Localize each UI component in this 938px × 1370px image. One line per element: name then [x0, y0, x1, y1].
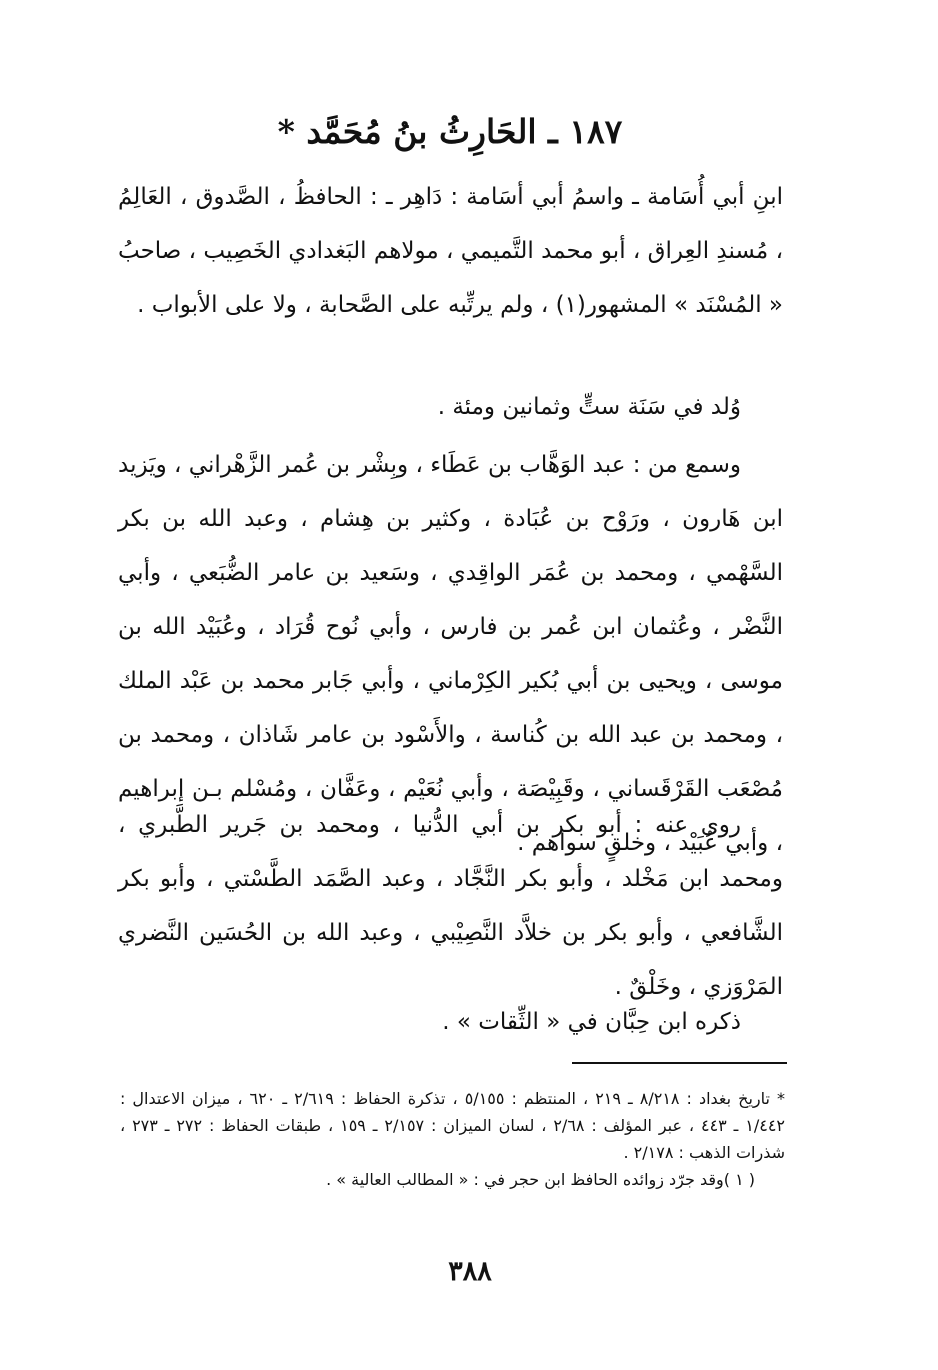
footnote-sources: * تاريخ بغداد : ٨/٢١٨ ـ ٢١٩ ، المنتظم : ٥/١٥٥ ، تذكرة الحفاظ : ٢/٦١٩ ـ ٦٢٠ ، ميزان الاعتدال : ١/٤٤٢ ـ ٤٤٣ ، عبر المؤلف : ٢/٦٨ ، لسان الميزان : ٢/١٥٧ ـ ١٥٩ ، طبقات الحفاظ : ٢٧٢ ـ ٢٧٣ ، شذرات الذهب : ٢/١٧٨ .: [120, 1089, 786, 1162]
paragraph-birth: وُلد في سَنَة ستٍّ وثمانين ومئة .: [437, 394, 741, 420]
page-number: ٣٨٨: [448, 1256, 492, 1287]
paragraph-teachers: وسمع من : عبد الوَهَّاب بن عَطَاء ، وبِشْر بن عُمر الزَّهْراني ، ويَزيد ابن هَارون ، ورَوْح بن عُبَادة ، وكثير بن هِشام ، وعبد الله بن بكر السَّهْمي ، ومحمد بن عُمَر الواقِدي ، وسَعيد بن عامر الضُّبَعي ، وأبي النَّضْر ، وعُثمان ابن عُمر بن فارس ، وأبي نُوح قُرَاد ، وعُبَيْد الله بن موسى ، ويحيى بن أبي بُكير الكِرْماني ، وأبي جَابر محمد بن عَبْد الملك ، ومحمد بن عبد الله بن كُناسة ، والأَسْود بن عامر شَاذان ، ومحمد بن مُصْعَب القَرْقَساني ، وقَبِيْصَة ، وأبي نُعَيْم ، وعَفَّان ، ومُسْلم بـن إبراهيم ، وأبي عُبَيْد ، وخلقٍ سواهم .: [118, 452, 783, 856]
footnotes: [120, 1085, 785, 1193]
paragraph-ibn-hibban: ذكره ابن حِبَّان في « الثِّقات » .: [442, 1009, 741, 1035]
footnote-divider: [572, 1062, 787, 1064]
entry-title: ١٨٧ ـ الحَارِثُ بنُ مُحَمَّد *: [277, 112, 623, 151]
paragraph-students: روى عنه : أبو بكر بن أبي الدُّنيا ، ومحمد بن جَرير الطَّبري ، ومحمد ابن مَخْلد ، وأبو بكر النَّجَّاد ، وعبد الصَّمَد الطَّسْتي ، وأبو بكر الشَّافعي ، وأبو بكر بن خلاَّد النَّصِيْبي ، وعبد الله بن الحُسَين النَّضري المَرْوَزي ، وخَلْقٌ .: [118, 812, 783, 1000]
paragraph-biography: ابنِ أبي أُسَامة ـ واسمُ أبي أسَامة : دَاهِر ـ : الحافظُ ، الصَّدوق ، العَالِمُ ، مُسندِ العِراق ، أبو محمد التَّميمي ، مولاهم البَغدادي الخَصِيب ، صاحبُ « المُسْنَد » المشهور(١) ، ولم يرتِّبه على الصَّحابة ، ولا على الأبواب .: [118, 184, 783, 318]
footnote-1: ( ١ )وقد جرّد زوائده الحافظ ابن حجر في : « المطالب العالية » .: [326, 1170, 755, 1189]
